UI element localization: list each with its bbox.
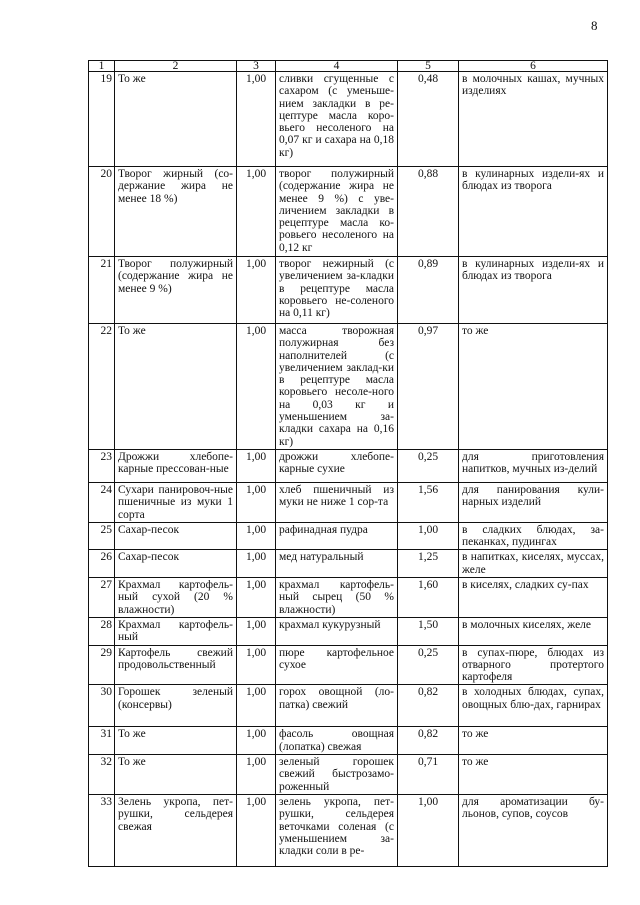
product-cell: То же	[115, 727, 237, 755]
ratio-cell: 1,50	[398, 617, 459, 645]
coefficient-cell: 1,00	[237, 727, 276, 755]
replacement-cell: крахмал кукурузный	[276, 617, 398, 645]
product-cell: Сухари панировоч-ные пшеничные из муки 1 сорта	[115, 483, 237, 523]
ratio-cell: 1,00	[398, 522, 459, 550]
column-header: 2	[115, 61, 237, 72]
ratio-cell: 0,71	[398, 755, 459, 795]
product-cell: Горошек зеленый (консервы)	[115, 685, 237, 727]
coefficient-cell: 1,00	[237, 257, 276, 324]
coefficient-cell: 1,00	[237, 645, 276, 685]
row-number: 21	[89, 257, 115, 324]
table-row	[89, 617, 608, 645]
ratio-cell: 0,48	[398, 72, 459, 167]
page-number: 8	[591, 18, 598, 33]
product-cell: То же	[115, 324, 237, 450]
table-row	[89, 794, 608, 866]
product-cell: Крахмал картофель-ный сухой (20 % влажности)	[115, 578, 237, 618]
column-header: 5	[398, 61, 459, 72]
ratio-cell: 0,89	[398, 257, 459, 324]
replacement-cell: сливки сгущенные с сахаром (с уменьше-нием закладки в ре-цептуре масла коро-вьего несоленого на 0,07 кг и сахара на 0,18 кг)	[276, 72, 398, 167]
row-number: 19	[89, 72, 115, 167]
usage-cell: в киселях, сладких су-пах	[459, 578, 608, 618]
table-row	[89, 645, 608, 685]
row-number: 33	[89, 794, 115, 866]
usage-cell: для приготовления напитков, мучных из-делий	[459, 450, 608, 483]
row-number: 29	[89, 645, 115, 685]
ratio-cell: 0,25	[398, 645, 459, 685]
coefficient-cell: 1,00	[237, 755, 276, 795]
product-cell: Дрожжи хлебопе-карные прессован-ные	[115, 450, 237, 483]
usage-cell: для панирования кули-нарных изделий	[459, 483, 608, 523]
usage-cell: в холодных блюдах, супах, овощных блю-дах, гарнирах	[459, 685, 608, 727]
replacement-cell: зелень укропа, пет-рушки, сельдерея веточками соленая (с уменьшением за-кладки соли в ре-	[276, 794, 398, 866]
ratio-cell: 0,82	[398, 727, 459, 755]
usage-cell: то же	[459, 324, 608, 450]
usage-cell: в напитках, киселях, муссах, желе	[459, 550, 608, 578]
table-row	[89, 755, 608, 795]
coefficient-cell: 1,00	[237, 794, 276, 866]
table-row	[89, 72, 608, 167]
product-cell: Творог жирный (со-держание жира не менее 18 %)	[115, 167, 237, 257]
coefficient-cell: 1,00	[237, 550, 276, 578]
product-cell: То же	[115, 755, 237, 795]
table-row	[89, 550, 608, 578]
product-cell: Крахмал картофель-ный	[115, 617, 237, 645]
product-cell: Сахар-песок	[115, 550, 237, 578]
coefficient-cell: 1,00	[237, 483, 276, 523]
column-header: 3	[237, 61, 276, 72]
product-cell: Сахар-песок	[115, 522, 237, 550]
row-number: 20	[89, 167, 115, 257]
row-number: 31	[89, 727, 115, 755]
replacement-cell: крахмал картофель-ный сырец (50 % влажности)	[276, 578, 398, 618]
coefficient-cell: 1,00	[237, 685, 276, 727]
row-number: 27	[89, 578, 115, 618]
row-number: 30	[89, 685, 115, 727]
usage-cell: для ароматизации бу-льонов, супов, соусов	[459, 794, 608, 866]
ratio-cell: 0,25	[398, 450, 459, 483]
coefficient-cell: 1,00	[237, 324, 276, 450]
replacement-cell: дрожжи хлебопе-карные сухие	[276, 450, 398, 483]
row-number: 22	[89, 324, 115, 450]
table-row	[89, 483, 608, 523]
replacement-cell: горох овощной (ло-патка) свежий	[276, 685, 398, 727]
ratio-cell: 1,25	[398, 550, 459, 578]
usage-cell: в кулинарных издели-ях и блюдах из творога	[459, 167, 608, 257]
usage-cell: в сладких блюдах, за-пеканках, пудингах	[459, 522, 608, 550]
replacement-cell: пюре картофельное сухое	[276, 645, 398, 685]
product-cell: Творог полужирный (содержание жира не менее 9 %)	[115, 257, 237, 324]
table-row	[89, 167, 608, 257]
replacement-cell: масса творожная полужирная без наполнителей (с увеличением заклад-ки в рецептуре масла коровьего несоле-ного на 0,03 кг и уменьшением за-кладки сахара на 0,16 кг)	[276, 324, 398, 450]
table-row	[89, 685, 608, 727]
ratio-cell: 0,82	[398, 685, 459, 727]
row-number: 25	[89, 522, 115, 550]
table-row	[89, 324, 608, 450]
ratio-cell: 0,88	[398, 167, 459, 257]
ratio-cell: 1,56	[398, 483, 459, 523]
coefficient-cell: 1,00	[237, 72, 276, 167]
table-row	[89, 727, 608, 755]
replacement-cell: фасоль овощная (лопатка) свежая	[276, 727, 398, 755]
replacement-cell: рафинадная пудра	[276, 522, 398, 550]
replacement-cell: зеленый горошек свежий быстрозамо-роженный	[276, 755, 398, 795]
usage-cell: в супах-пюре, блюдах из отварного протертого картофеля	[459, 645, 608, 685]
usage-cell: в молочных киселях, желе	[459, 617, 608, 645]
ratio-cell: 1,00	[398, 794, 459, 866]
column-header: 1	[89, 61, 115, 72]
replacement-cell: хлеб пшеничный из муки не ниже 1 сор-та	[276, 483, 398, 523]
row-number: 32	[89, 755, 115, 795]
coefficient-cell: 1,00	[237, 578, 276, 618]
column-header: 4	[276, 61, 398, 72]
column-header: 6	[459, 61, 608, 72]
row-number: 23	[89, 450, 115, 483]
usage-cell: в кулинарных издели-ях и блюдах из творога	[459, 257, 608, 324]
ratio-cell: 0,97	[398, 324, 459, 450]
row-number: 24	[89, 483, 115, 523]
coefficient-cell: 1,00	[237, 617, 276, 645]
product-cell: То же	[115, 72, 237, 167]
replacement-cell: творог полужирный (содержание жира не менее 9 %) с уве-личением закладки в рецептуре масла ко-ровьего несоленого на 0,12 кг	[276, 167, 398, 257]
table-row	[89, 450, 608, 483]
table-row	[89, 522, 608, 550]
usage-cell: то же	[459, 755, 608, 795]
row-number: 28	[89, 617, 115, 645]
usage-cell: то же	[459, 727, 608, 755]
substitution-table	[88, 60, 608, 867]
table-row	[89, 257, 608, 324]
table-row	[89, 578, 608, 618]
coefficient-cell: 1,00	[237, 522, 276, 550]
row-number: 26	[89, 550, 115, 578]
coefficient-cell: 1,00	[237, 450, 276, 483]
replacement-cell: творог нежирный (с увеличением за-кладки в рецептуре масла коровьего не-соленого на 0,11 кг)	[276, 257, 398, 324]
product-cell: Зелень укропа, пет-рушки, сельдерея свежая	[115, 794, 237, 866]
usage-cell: в молочных кашах, мучных изделиях	[459, 72, 608, 167]
product-cell: Картофель свежий продовольственный	[115, 645, 237, 685]
header-row	[89, 61, 608, 72]
coefficient-cell: 1,00	[237, 167, 276, 257]
replacement-cell: мед натуральный	[276, 550, 398, 578]
ratio-cell: 1,60	[398, 578, 459, 618]
